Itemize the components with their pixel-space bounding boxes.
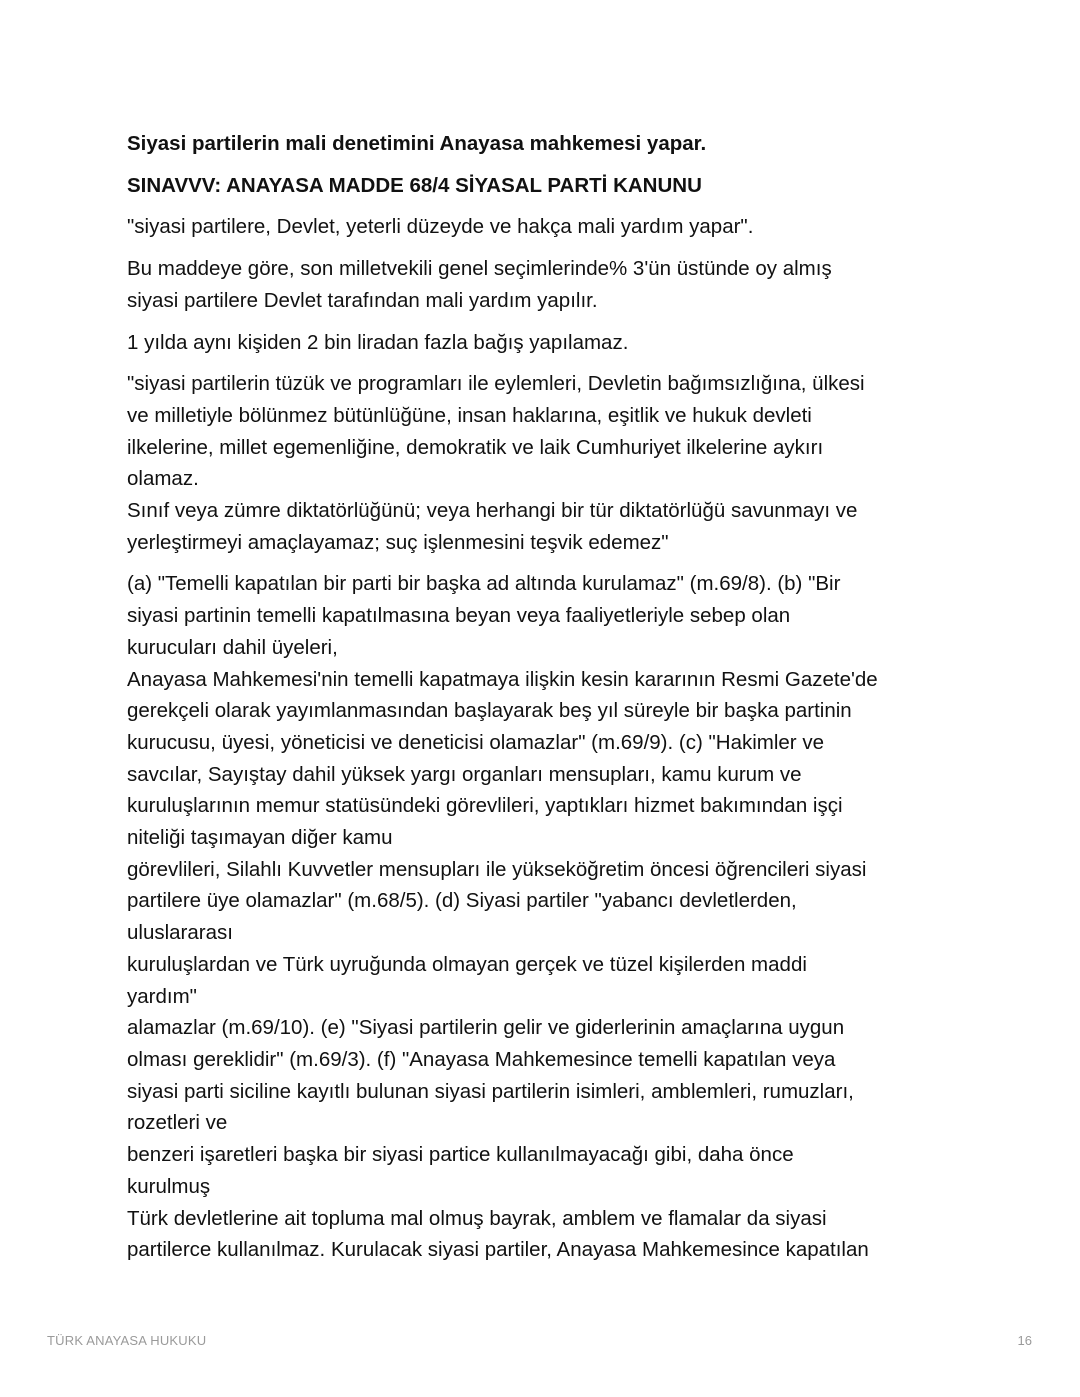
page-number: 16 (1017, 1333, 1032, 1348)
heading-financial-audit (127, 128, 967, 160)
text-line: "siyasi partilere, Devlet, yeterli düzeyde ve hakça mali yardım yapar". (127, 215, 754, 239)
text-line: kuruluşlardan ve Türk uyruğunda olmayan gerçek ve tüzel kişilerden maddi (127, 952, 807, 976)
text-line: gerekçeli olarak yayımlanmasından başlayarak beş yıl süreyle bir başka partinin (127, 699, 852, 723)
text-line: (a) "Temelli kapatılan bir parti bir başka ad altında kurulamaz" (m.69/8). (b) "Bir (127, 572, 841, 596)
text-line: ilkelerine, millet egemenliğine, demokratik ve laik Cumhuriyet ilkelerine aykırı (127, 435, 824, 459)
paragraph-quote-aid (127, 211, 967, 243)
text-line: Siyasi partilerin mali denetimini Anayasa mahkemesi yapar. (127, 132, 707, 155)
text-line: ve milletiyle bölünmez bütünlüğüne, insan haklarına, eşitlik ve hukuk devleti (127, 403, 812, 427)
text-line: olamaz. (127, 467, 199, 491)
paragraph-party-restrictions (127, 368, 967, 558)
text-line: partilerce kullanılmaz. Kurulacak siyasi partiler, Anayasa Mahkemesince kapatılan (127, 1238, 869, 1262)
page-content (127, 128, 967, 1276)
text-line: kurulmuş (127, 1174, 211, 1198)
paragraph-aid-threshold (127, 253, 967, 316)
text-line: olması gereklidir" (m.69/3). (f) "Anayasa Mahkemesince temelli kapatılan veya (127, 1047, 836, 1071)
text-line: SINAVVV: ANAYASA MADDE 68/4 SİYASAL PARTİ KANUNU (127, 173, 702, 197)
footer-title: TÜRK ANAYASA HUKUKU (47, 1333, 207, 1348)
text-line: partilere üye olamazlar" (m.68/5). (d) Siyasi partiler "yabancı devletlerden, (127, 889, 797, 913)
text-line: "siyasi partilerin tüzük ve programları ile eylemleri, Devletin bağımsızlığına, ülkesi (127, 372, 865, 396)
paragraph-articles-list (127, 568, 967, 1265)
text-line: Bu maddeye göre, son milletvekili genel seçimlerinde% 3'ün üstünde oy almış (127, 257, 832, 281)
text-line: savcılar, Sayıştay dahil yüksek yargı organları mensupları, kamu kurum ve (127, 762, 802, 786)
text-line: Anayasa Mahkemesi'nin temelli kapatmaya ilişkin kesin kararının Resmi Gazete'de (127, 667, 878, 691)
text-line: niteliği taşımayan diğer kamu (127, 826, 393, 850)
paragraph-donation-limit (127, 327, 967, 359)
text-line: uluslararası (127, 921, 233, 945)
text-line: Sınıf veya zümre diktatörlüğünü; veya herhangi bir tür diktatörlüğü savunmayı ve (127, 499, 858, 523)
text-line: kurucusu, üyesi, yöneticisi ve deneticisi olamazlar" (m.69/9). (c) "Hakimler ve (127, 730, 824, 754)
text-line: benzeri işaretleri başka bir siyasi partice kullanılmayacağı gibi, daha önce (127, 1143, 794, 1167)
heading-exam-note (127, 170, 967, 202)
text-line: yerleştirmeyi amaçlayamaz; suç işlenmesini teşvik edemez" (127, 530, 669, 554)
text-line: rozetleri ve (127, 1111, 228, 1135)
text-line: 1 yılda aynı kişiden 2 bin liradan fazla bağış yapılamaz. (127, 330, 629, 354)
text-line: Türk devletlerine ait topluma mal olmuş bayrak, amblem ve flamalar da siyasi (127, 1206, 827, 1230)
text-line: siyasi parti siciline kayıtlı bulunan siyasi partilerin isimleri, amblemleri, rumuzları, (127, 1079, 854, 1103)
text-line: alamazlar (m.69/10). (e) "Siyasi partilerin gelir ve giderlerinin amaçlarına uygun (127, 1016, 845, 1040)
text-line: siyasi partilere Devlet tarafından mali yardım yapılır. (127, 288, 598, 312)
text-line: kurucuları dahil üyeleri, (127, 635, 338, 659)
text-line: kuruluşlarının memur statüsündeki görevlileri, yaptıkları hizmet bakımından işçi (127, 794, 843, 818)
text-line: görevlileri, Silahlı Kuvvetler mensupları ile yükseköğretim öncesi öğrencileri siyasi (127, 857, 867, 881)
text-line: siyasi partinin temelli kapatılmasına beyan veya faaliyetleriyle sebep olan (127, 604, 791, 628)
text-line: yardım" (127, 984, 197, 1008)
